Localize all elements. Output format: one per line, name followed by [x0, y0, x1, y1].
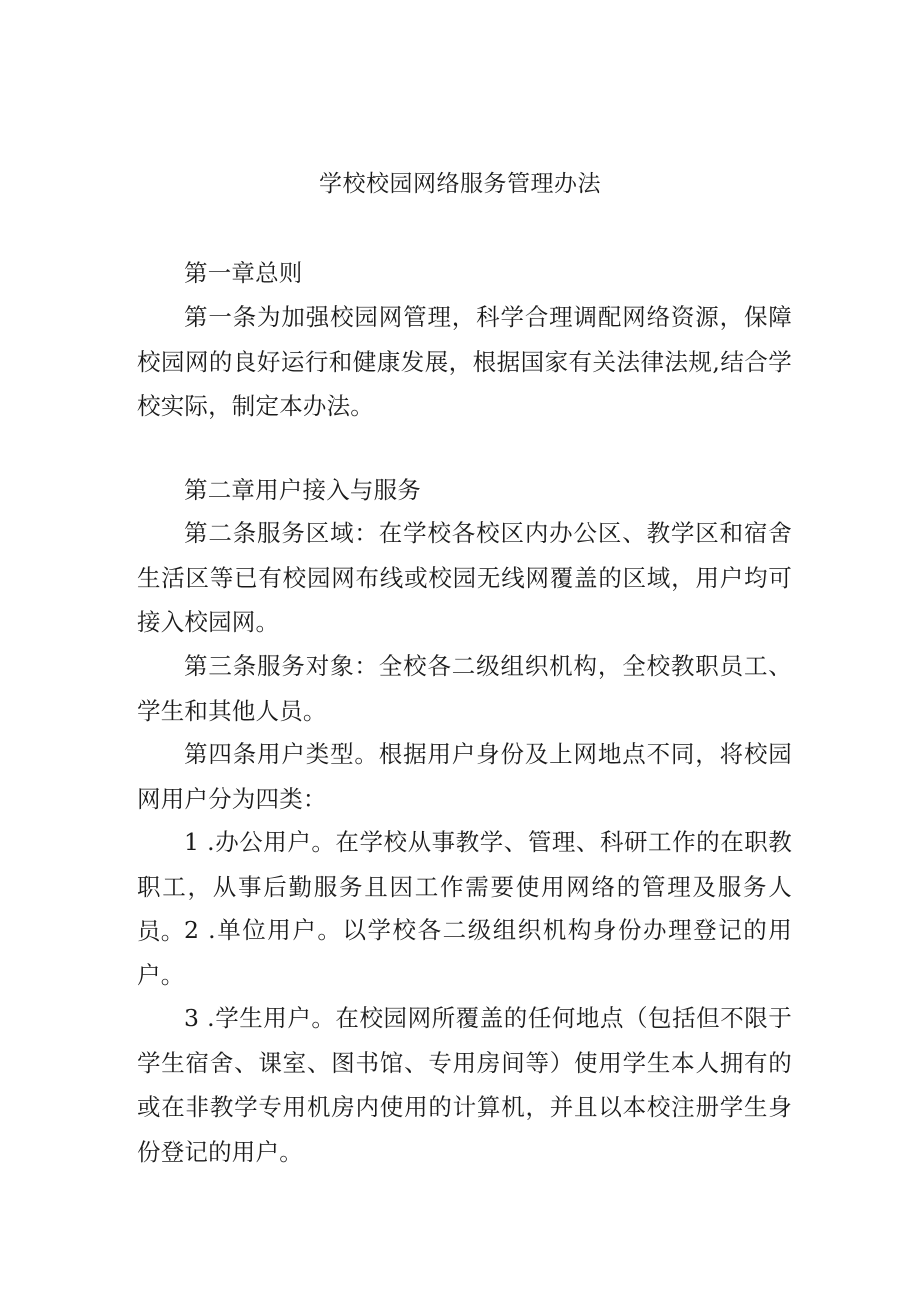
article-3-paragraph: 第三条服务对象：全校各二级组织机构，全校教职员工、学生和其他人员。	[137, 652, 792, 725]
article-4-paragraph: 第四条用户类型。根据用户身份及上网地点不同，将校园网用户分为四类：	[137, 740, 792, 813]
chapter-1-heading: 第一章总则	[184, 259, 303, 287]
article-1-paragraph: 第一条为加强校园网管理，科学合理调配网络资源，保障校园网的良好运行和健康发展，根据国家有关法律法规,结合学校实际，制定本办法。	[137, 303, 792, 420]
article-2-paragraph: 第二条服务区域：在学校各校区内办公区、教学区和宿舍生活区等已有校园网布线或校园无线网覆盖的区域，用户均可接入校园网。	[137, 519, 792, 636]
document-title: 学校校园网络服务管理办法	[319, 171, 601, 197]
list-item-unit-users: 2 .单位用户。以学校各二级组织机构身份办理登记的用户。	[137, 916, 792, 989]
chapter-2-heading: 第二章用户接入与服务	[184, 476, 421, 504]
list-item-office-users: 1 .办公用户。在学校从事教学、管理、科研工作的在职教职工，从事后勤服务且因工作需要使用网络的管理及服务人员。	[137, 828, 792, 945]
list-item-student-users: 3 .学生用户。在校园网所覆盖的任何地点（包括但不限于学生宿舍、课室、图书馆、专用房间等）使用学生本人拥有的或在非教学专用机房内使用的计算机，并且以本校注册学生身份登记的用户。	[137, 1004, 792, 1166]
